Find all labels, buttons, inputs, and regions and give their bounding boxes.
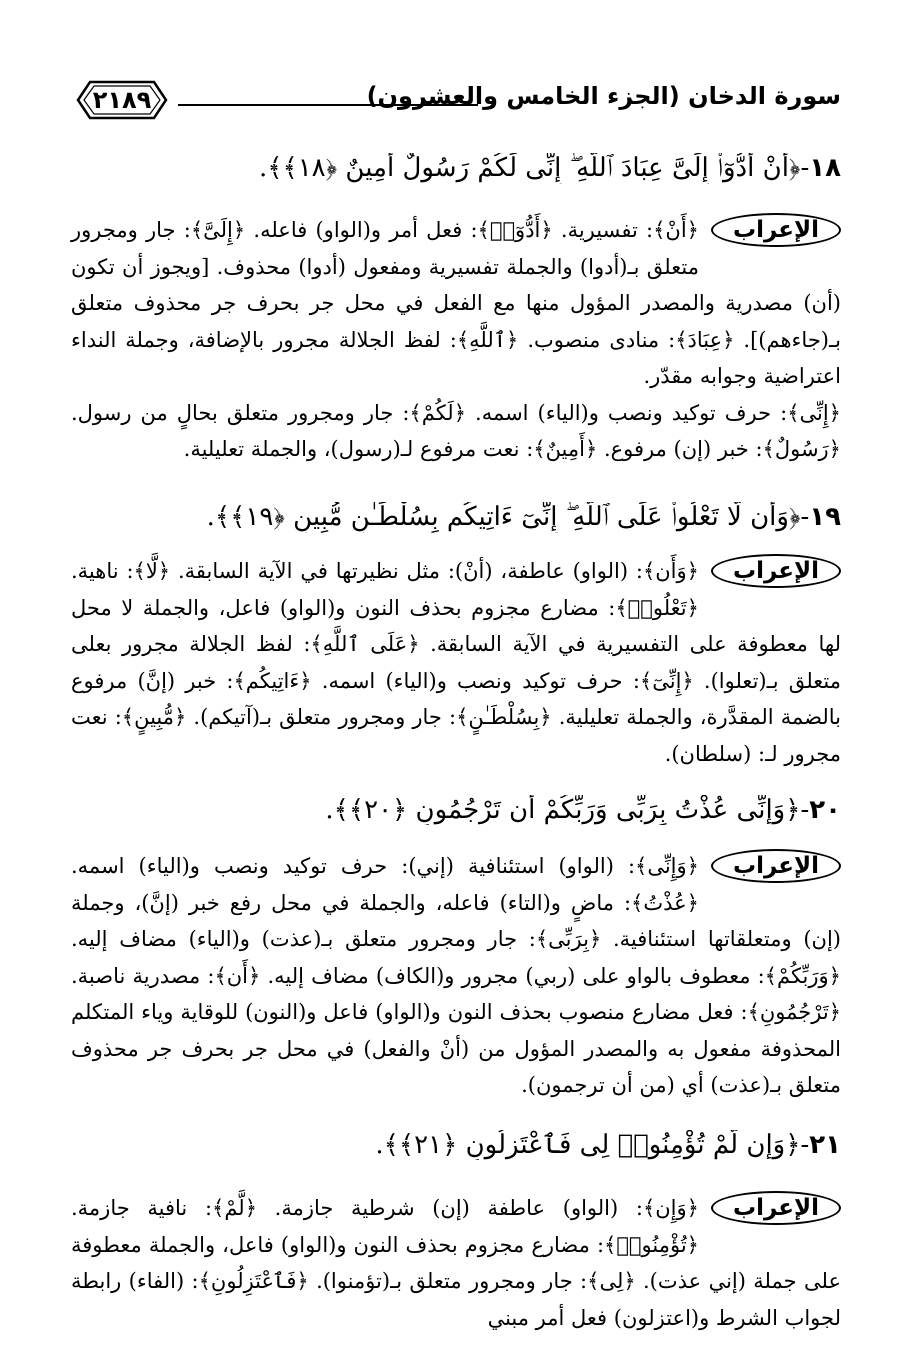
- verse-heading: [71, 1130, 841, 1160]
- verse-number: ١٩: [809, 502, 841, 532]
- verse-heading: [71, 502, 841, 533]
- verse-text: -﴿وَإِنِّى عُذْتُ بِرَبِّى وَرَبِّكُمْ أَن تَرْجُمُونِ ﴿٢٠﴾﴾.: [325, 795, 810, 825]
- irab-block: [71, 1190, 841, 1336]
- irab-block: [71, 212, 841, 468]
- irab-paragraph: ﴿وَإِنِّى﴾: (الواو) استئنافية (إني): حرف توكيد ونصب و(الياء) اسمه. ﴿عُذْتُ﴾: ماضٍ و(التاء) فاعله، والجملة في محل رفع خبر (إنَّ)، وجملة (إن) ومتعلقاتها استئنافية. ﴿بِرَبِّى﴾: جار ومجرور متعلق بـ(عذت) و(الياء) مضاف إليه. ﴿وَرَبِّكُمْ﴾: معطوف بالواو على (ربي) مجرور و(الكاف) مضاف إليه. ﴿أَن﴾: مصدرية ناصبة. ﴿تَرْجُمُونِ﴾: فعل مضارع منصوب بحذف النون و(الواو) فاعل و(النون) للوقاية وياء المتكلم المحذوفة مفعول به والمصدر المؤول من (أنْ والفعل) في محل جر بحرف جر محذوف متعلق بـ(عذت) أي (من أن ترجمون).: [71, 854, 841, 1097]
- verse-number: ١٨: [809, 153, 841, 183]
- irab-label: الإعراب: [711, 213, 841, 247]
- irab-paragraph: ﴿وَأَن﴾: (الواو) عاطفة، (أنْ): مثل نظيرتها في الآية السابقة. ﴿لَّا﴾: ناهية. ﴿تَعْلُوا۟﴾: مضارع مجزوم بحذف النون و(الواو) فاعل، والجملة لا محل لها معطوفة على التفسيرية في الآية السابقة. ﴿عَلَى ٱللَّهِ﴾: لفظ الجلالة مجرور بعلى متعلق بـ(تعلوا). ﴿إِنِّىٓ﴾: حرف توكيد ونصب و(الياء) اسمه. ﴿ءَاتِيكُم﴾: خبر (إنَّ) مرفوع بالضمة المقدَّرة، والجملة تعليلية. ﴿بِسُلْطَـٰنٍ﴾: جار ومجرور متعلق بـ(آتيكم). ﴿مُّبِينٍ﴾: نعت مجرور لـ: (سلطان).: [71, 559, 841, 766]
- irab-paragraph: ﴿إِنِّى﴾: حرف توكيد ونصب و(الياء) اسمه. ﴿لَكُمْ﴾: جار ومجرور متعلق بحالٍ من رسول. ﴿رَسُولٌ﴾: خبر (إن) مرفوع. ﴿أَمِينٌ﴾: نعت مرفوع لـ(رسول)، والجملة تعليلية.: [71, 400, 841, 461]
- irab-label: الإعراب: [711, 554, 841, 588]
- irab-block: [71, 553, 841, 772]
- irab-label: الإعراب: [711, 1191, 841, 1225]
- page-number: ٢١٨٩: [92, 86, 152, 114]
- verse-number: ٢١: [809, 1130, 841, 1160]
- page-number-frame: [76, 78, 168, 122]
- verse-number: ٢٠: [809, 795, 841, 825]
- irab-paragraph: ﴿وَإِن﴾: (الواو) عاطفة (إن) شرطية جازمة. ﴿لَّمْ﴾: نافية جازمة. ﴿تُؤْمِنُوا۟﴾: مضارع مجزوم بحذف النون و(الواو) فاعل، والجملة معطوفة على جملة (إني عذت). ﴿لِى﴾: جار ومجرور متعلق بـ(تؤمنوا). ﴿فَٱعْتَزِلُونِ﴾: (الفاء) رابطة لجواب الشرط و(اعتزلون) فعل أمر مبني: [71, 1196, 841, 1330]
- irab-block: [71, 848, 841, 1104]
- verse-heading: [71, 153, 841, 184]
- header-rule: [178, 104, 478, 106]
- verse-heading: [71, 795, 841, 825]
- verse-text: -﴿وَإِن لَّمْ تُؤْمِنُوا۟ لِى فَٱعْتَزِلُونِ ﴿٢١﴾﴾.: [375, 1130, 810, 1160]
- irab-paragraph: ﴿أَنْ﴾: تفسيرية. ﴿أَدُّوٓا۟﴾: فعل أمر و(الواو) فاعله. ﴿إِلَىَّ﴾: جار ومجرور متعلق بـ(أدوا) والجملة تفسيرية ومفعول (أدوا) محذوف. [ويجوز أن تكون (أن) مصدرية والمصدر المؤول منها مع الفعل في محل جر بحرف جر محذوف متعلق بـ(جاءهم)]. ﴿عِبَادَ﴾: منادى منصوب. ﴿ٱللَّهِ﴾: لفظ الجلالة مجرور بالإضافة، وجملة النداء اعتراضية وجوابه مقدّر.: [71, 218, 841, 388]
- verse-text: -﴿وَأَن لَّا تَعْلُوا۟ عَلَى ٱللَّهِ ۖ إِنِّىٓ ءَاتِيكُم بِسُلْطَـٰنٍ مُّبِينٍ ﴿١٩﴾﴾.: [206, 502, 810, 532]
- irab-label: الإعراب: [711, 849, 841, 883]
- verse-text: -﴿أَنْ أَدُّوٓا۟ إِلَىَّ عِبَادَ ٱللَّهِ ۖ إِنِّى لَكُمْ رَسُولٌ أَمِينٌ ﴿١٨﴾﴾.: [258, 153, 810, 183]
- running-header-title: سورة الدخان (الجزء الخامس والعشرون): [366, 82, 841, 110]
